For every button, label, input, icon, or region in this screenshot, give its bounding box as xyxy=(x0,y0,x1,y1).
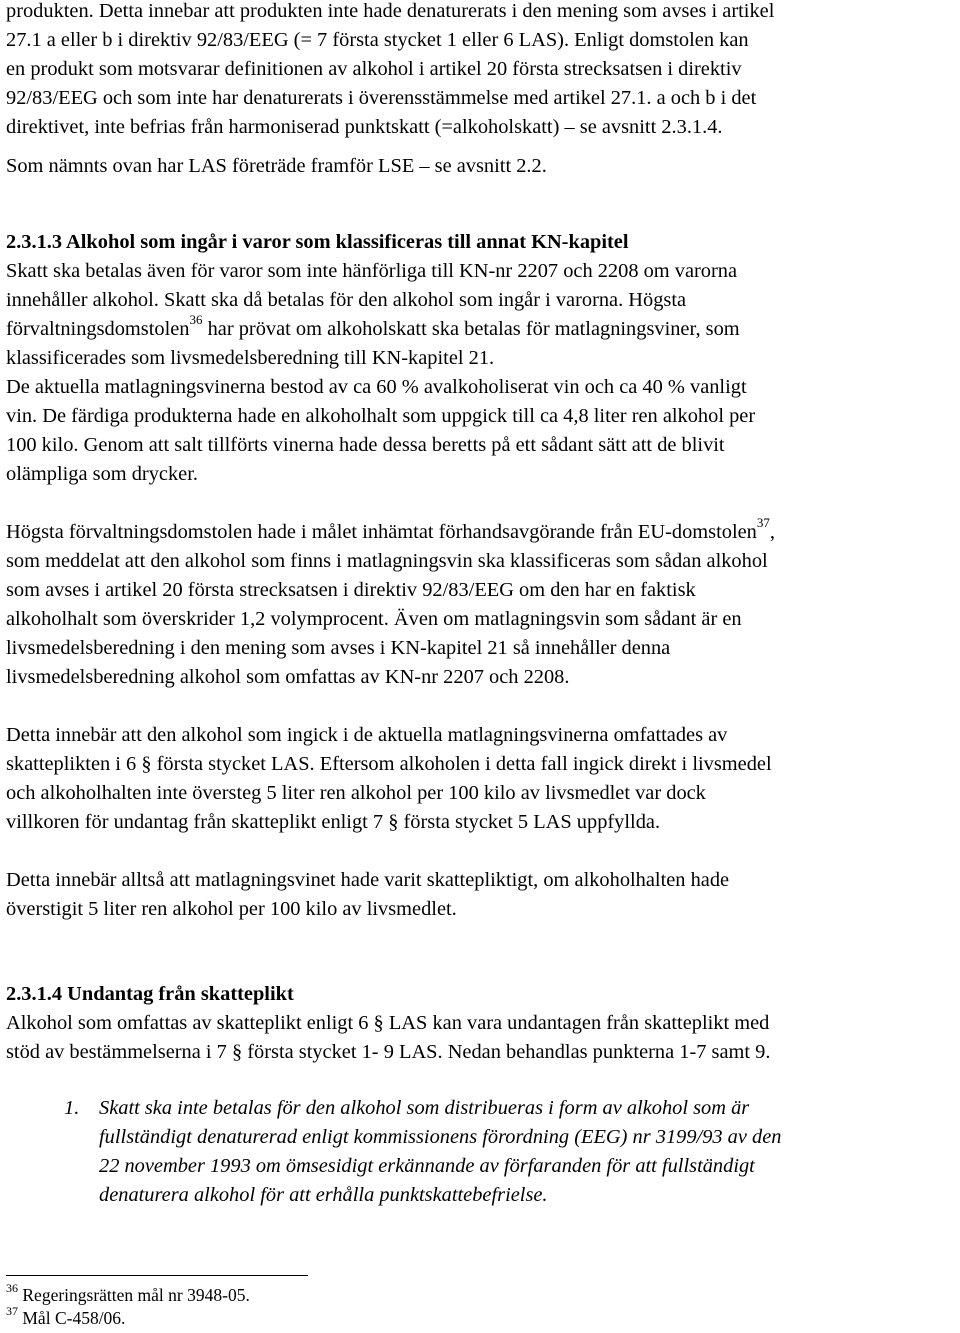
text-fragment: förvaltningsdomstolen xyxy=(6,318,190,340)
section-heading: 2.3.1.3 Alkohol som ingår i varor som klassificeras till annat KN-kapitel xyxy=(6,231,629,253)
list-number: 1. xyxy=(64,1097,80,1119)
text-line: som avses i artikel 20 första strecksatsen i direktiv 92/83/EEG om den har en faktisk xyxy=(6,579,696,601)
text-line: Skatt ska betalas även för varor som inte hänförliga till KN-nr 2207 och 2208 om varorna xyxy=(6,260,738,282)
text-line: en produkt som motsvarar definitionen av alkohol i artikel 20 första strecksatsen i direktiv xyxy=(6,58,742,80)
footnote-text: Regeringsrätten mål nr 3948-05. xyxy=(18,1285,250,1305)
text-line: klassificerades som livsmedelsberedning till KN-kapitel 21. xyxy=(6,347,495,369)
text-line: Detta innebär att den alkohol som ingick i de aktuella matlagningsvinerna omfattades av xyxy=(6,724,728,746)
text-line: 100 kilo. Genom att salt tillförts vinerna hade dessa beretts på ett sådant sätt att de blivit xyxy=(6,434,725,456)
text-line: innehåller alkohol. Skatt ska då betalas för den alkohol som ingår i varorna. Högsta xyxy=(6,289,687,311)
list-item xyxy=(6,1094,956,1210)
footnote-ref-36: 36 xyxy=(189,312,203,328)
paragraph-hfd xyxy=(6,515,956,692)
footnote-36 xyxy=(6,1281,250,1307)
section-2313 xyxy=(6,228,956,489)
text-line: Detta innebär alltså att matlagningsvinet hade varit skattepliktigt, om alkoholhalten hade xyxy=(6,869,730,891)
text-line: alkoholhalt som överskrider 1,2 volymprocent. Även om matlagningsvin som sådant är en xyxy=(6,608,742,630)
text-line: produkten. Detta innebar att produkten inte hade denaturerats i den mening som avses i artikel xyxy=(6,0,775,22)
text-line: skatteplikten i 6 § första stycket LAS. Eftersom alkoholen i detta fall ingick direkt i livsmedel xyxy=(6,753,772,775)
text-line: olämpliga som drycker. xyxy=(6,463,198,485)
text-line: livsmedelsberedning i den mening som avses i KN-kapitel 21 så innehåller denna xyxy=(6,637,671,659)
text-line: Som nämnts ovan har LAS företräde framför LSE – se avsnitt 2.2. xyxy=(6,155,547,177)
text-fragment: har prövat om alkoholskatt ska betalas för matlagningsviner, som xyxy=(202,318,740,340)
footnote-37 xyxy=(6,1304,250,1330)
text-line: villkoren för undantag från skatteplikt enligt 7 § första stycket 5 LAS uppfyllda. xyxy=(6,811,661,833)
text-line: vin. De färdiga produkterna hade en alkoholhalt som uppgick till ca 4,8 liter ren alkohol per xyxy=(6,405,756,427)
footnote-mark: 36 xyxy=(6,1281,18,1296)
text-line: denaturera alkohol för att erhålla punktskattebefrielse. xyxy=(99,1184,548,1206)
text-line: fullständigt denaturerad enligt kommissionens förordning (EEG) nr 3199/93 av den xyxy=(99,1126,782,1148)
text-line: 27.1 a eller b i direktiv 92/83/EEG (= 7 första stycket 1 eller 6 LAS). Enligt domstolen kan xyxy=(6,29,749,51)
paragraph-detta-1 xyxy=(6,721,956,837)
text-fragment: , xyxy=(769,521,775,543)
text-line: livsmedelsberedning alkohol som omfattas av KN-nr 2207 och 2208. xyxy=(6,666,570,688)
section-heading: 2.3.1.4 Undantag från skatteplikt xyxy=(6,983,294,1005)
footnote-divider xyxy=(6,1275,308,1276)
paragraph-las-note xyxy=(6,152,956,181)
text-fragment: Högsta förvaltningsdomstolen hade i målet inhämtat förhandsavgörande från EU-domstolen xyxy=(6,521,757,543)
text-line: och alkoholhalten inte översteg 5 liter ren alkohol per 100 kilo av livsmedlet var dock xyxy=(6,782,706,804)
paragraph-detta-2 xyxy=(6,866,956,924)
footnotes xyxy=(6,1281,250,1330)
text-line: stöd av bestämmelserna i 7 § första stycket 1- 9 LAS. Nedan behandlas punkterna 1-7 samt 9. xyxy=(6,1041,771,1063)
paragraph-top xyxy=(6,0,956,142)
footnote-text: Mål C-458/06. xyxy=(18,1308,126,1328)
text-line: 92/83/EEG och som inte har denaturerats i överensstämmelse med artikel 27.1. a och b i det xyxy=(6,87,757,109)
text-line: De aktuella matlagningsvinerna bestod av ca 60 % avalkoholiserat vin och ca 40 % vanligt xyxy=(6,376,747,398)
text-line: direktivet, inte befrias från harmoniserad punktskatt (=alkoholskatt) – se avsnitt 2.3.1.4. xyxy=(6,116,723,138)
text-line: 22 november 1993 om ömsesidigt erkännande av förfaranden för att fullständigt xyxy=(99,1155,755,1177)
document-page xyxy=(6,0,956,1328)
footnote-ref-37: 37 xyxy=(756,515,770,531)
text-line xyxy=(6,312,956,344)
text-line: överstigit 5 liter ren alkohol per 100 kilo av livsmedlet. xyxy=(6,898,457,920)
text-line: Skatt ska inte betalas för den alkohol som distribueras i form av alkohol som är xyxy=(99,1097,750,1119)
footnote-mark: 37 xyxy=(6,1304,18,1319)
list-body xyxy=(99,1094,956,1210)
text-line: Alkohol som omfattas av skatteplikt enligt 6 § LAS kan vara undantagen från skatteplikt med xyxy=(6,1012,770,1034)
section-2314 xyxy=(6,980,956,1067)
text-line xyxy=(6,515,956,547)
text-line: som meddelat att den alkohol som finns i matlagningsvin ska klassificeras som sådan alkohol xyxy=(6,550,768,572)
